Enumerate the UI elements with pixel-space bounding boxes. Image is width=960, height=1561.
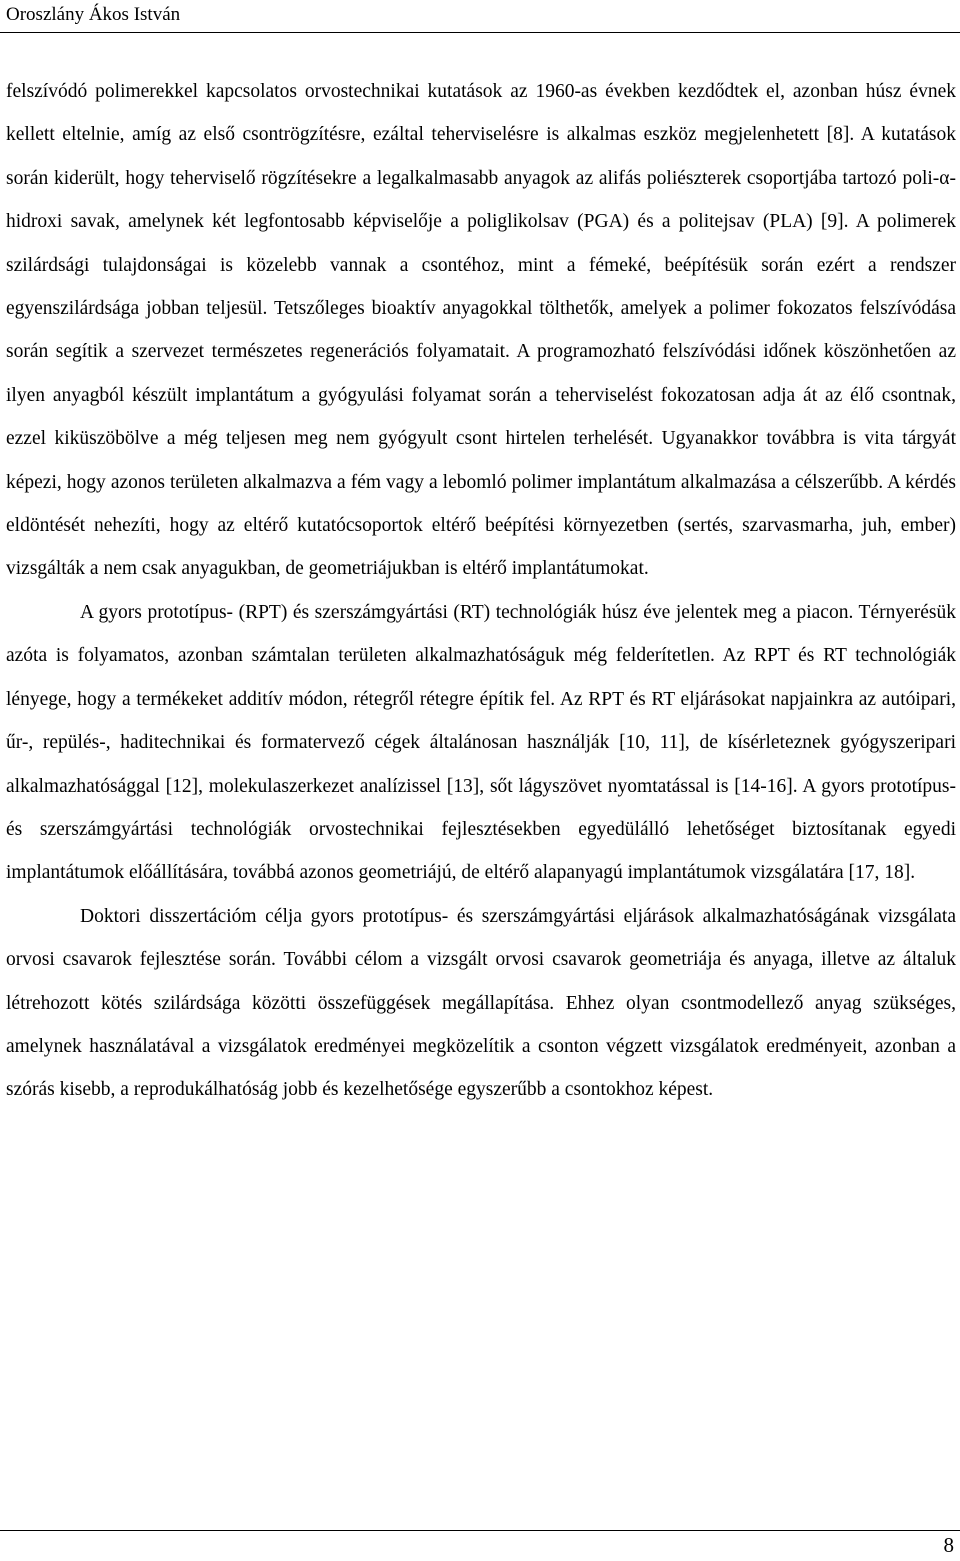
body-paragraph-3: Doktori disszertációm célja gyors prototípus- és szerszámgyártási eljárások alkalmazhatóságának vizsgálata orvosi csavarok fejlesztése során. További célom a vizsgált orvosi csavarok geometriája és anyaga, illetve az általuk létrehozott kötés szilárdsága közötti összefüggések megállapítása. Ehhez olyan csontmodellező anyag szükséges, amelynek használatával a vizsgálatok eredményei megközelítik a csonton végzett vizsgálatok eredményeit, azonban a szórás kisebb, a reprodukálhatóság jobb és kezelhetősége egyszerűbb a csontokhoz képest. [6,905,956,1101]
footer-divider [0,1530,960,1531]
header-divider [0,32,960,33]
running-header-author: Oroszlány Ákos István [6,4,181,25]
body-paragraph-1: felszívódó polimerekkel kapcsolatos orvostechnikai kutatások az 1960-as években kezdődtek el, azonban húsz évnek kellett eltelnie, amíg az első csontrögzítésre, ezáltal teherviselésre is alkalmas eszköz megjelenhetett [8]. A kutatások során kiderült, hogy teherviselő rögzítésekre a legalkalmasabb anyagok az alifás poliészterek csoportjába tartozó poli-α-hidroxi savak, amelynek két legfontosabb képviselője a poliglikolsav (PGA) és a politejsav (PLA) [9]. A polimerek szilárdsági tulajdonságai is közelebb vannak a csontéhoz, mint a fémeké, beépítésük során ezért a rendszer egyenszilárdsága jobban teljesül. Tetszőleges bioaktív anyagokkal tölthetők, amelyek a polimer fokozatos felszívódása során segítik a szervezet természetes regenerációs folyamatait. A programozható felszívódási időnek köszönhetően az ilyen anyagból készült implantátum a gyógyulási folyamat során a teherviselést fokozatosan adja át az élő csontnak, ezzel kiküszöbölve a még teljesen meg nem gyógyult csont hirtelen terhelését. Ugyanakkor továbbra is vita tárgyát képezi, hogy azonos területen alkalmazva a fém vagy a lebomló polimer implantátum alkalmazása a célszerűbb. A kérdés eldöntését nehezíti, hogy az eltérő kutatócsoportok eltérő beépítési környezetben (sertés, szarvasmarha, juh, ember) vizsgálták a nem csak anyagukban, de geometriájukban is eltérő implantátumokat. [6,81,956,580]
body-paragraph-2: A gyors prototípus- (RPT) és szerszámgyártási (RT) technológiák húsz éve jelentek meg a piacon. Térnyerésük azóta is folyamatos, azonban számtalan területen alkalmazhatóságuk még felderítetlen. Az RPT és RT technológiák lényege, hogy a termékeket additív módon, rétegről rétegre építik fel. Az RPT és RT eljárásokat napjainkra az autóipari, űr-, repülés-, haditechnikai és formatervező cégek általánosan használják [10, 11], de kísérleteznek gyógyszeripari alkalmazhatósággal [12], molekulaszerkezet analízissel [13], sőt lágyszövet nyomtatással is [14-16]. A gyors prototípus- és szerszámgyártási technológiák orvostechnikai fejlesztésekben egyedülálló lehetőséget biztosítanak egyedi implantátumok előállítására, továbbá azonos geometriájú, de eltérő alapanyagú implantátumok vizsgálatára [17, 18]. [6,601,956,884]
page-body [6,70,956,1112]
page-number: 8 [943,1533,954,1557]
